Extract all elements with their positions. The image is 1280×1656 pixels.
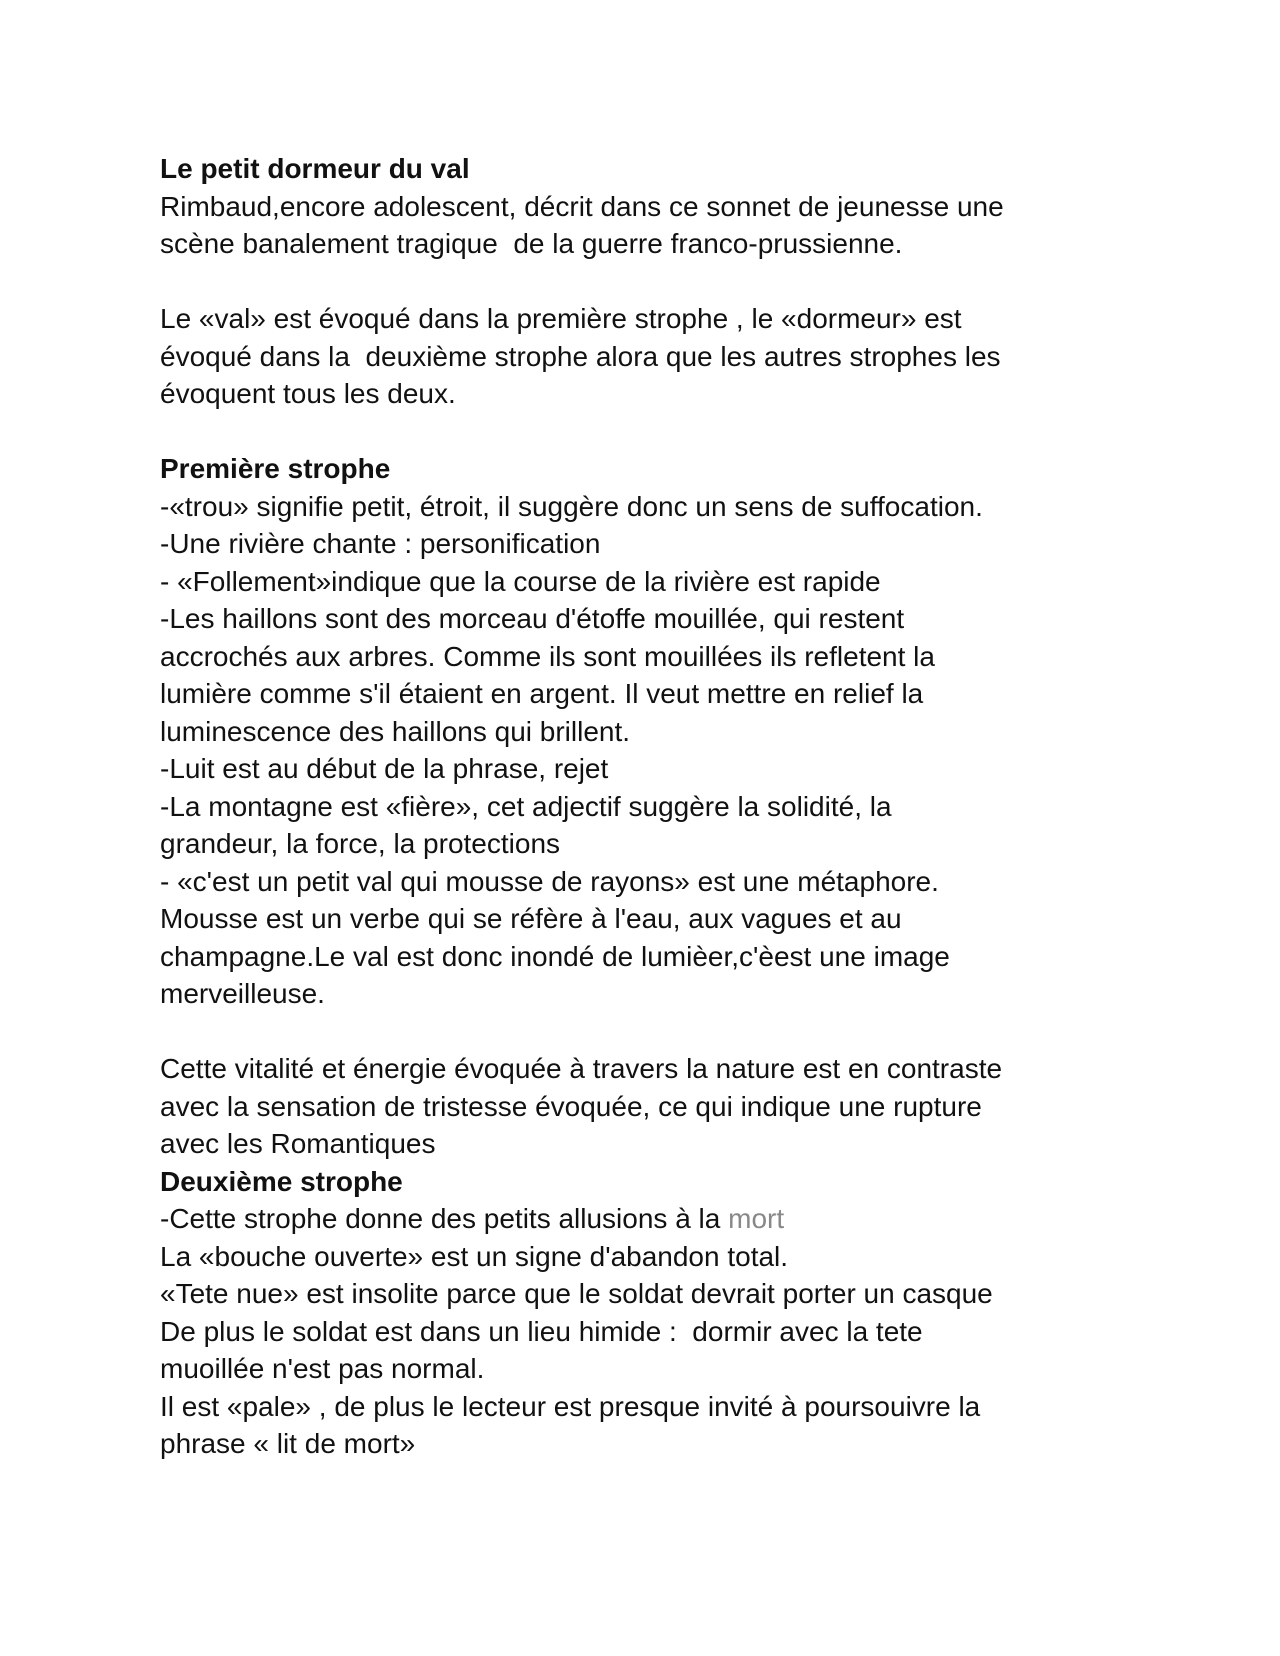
section1-line: lumière comme s'il étaient en argent. Il veut mettre en relief la [160, 678, 924, 709]
section1-line: - «c'est un petit val qui mousse de rayons» est une métaphore. [160, 865, 939, 897]
paragraph-spacer [160, 1013, 1160, 1051]
highlighted-word: mort [728, 1203, 785, 1234]
section1-line: -La montagne est «fière», cet adjectif suggère la solidité, la [160, 790, 892, 822]
contrast-line: Cette vitalité et énergie évoquée à travers la nature est en contraste [160, 1053, 1003, 1084]
intro-line: Rimbaud,encore adolescent, décrit dans ce sonnet de jeunesse une [160, 190, 1004, 222]
overview-line: Le «val» est évoqué dans la première strophe , le «dormeur» est [160, 303, 962, 334]
paragraph-spacer [160, 263, 1160, 301]
section1-line: - «Follement»indique que la course de la rivière est rapide [160, 565, 881, 597]
section-heading-premiere-strophe: Première strophe [160, 453, 391, 484]
section1-line: merveilleuse. [160, 978, 325, 1009]
section1-line: grandeur, la force, la protections [160, 828, 561, 859]
section1-line: luminescence des haillons qui brillent. [160, 715, 631, 747]
section1-line: champagne.Le val est donc inondé de lumièer,c'èest une image [160, 940, 950, 972]
section2-line: De plus le soldat est dans un lieu himide : dormir avec la tete [160, 1315, 923, 1347]
section1-line: -Les haillons sont des morceau d'étoffe mouillée, qui restent [160, 603, 905, 634]
section1-line: -Une rivière chante : personification [160, 528, 601, 559]
document-title: Le petit dormeur du val [160, 153, 470, 184]
section2-line: phrase « lit de mort» [160, 1428, 416, 1459]
contrast-line: avec les Romantiques [160, 1128, 436, 1159]
section2-line: muoillée n'est pas normal. [160, 1353, 485, 1384]
overview-line: évoqué dans la deuxième strophe alora que les autres strophes les [160, 340, 1001, 372]
document-body [160, 150, 1160, 1463]
contrast-line: avec la sensation de tristesse évoquée, ce qui indique une rupture [160, 1090, 982, 1122]
section2-first-line [160, 1200, 1160, 1238]
paragraph-spacer [160, 413, 1160, 451]
section-heading-deuxieme-strophe: Deuxième strophe [160, 1165, 403, 1197]
section1-line: -Luit est au début de la phrase, rejet [160, 753, 609, 784]
intro-line: scène banalement tragique de la guerre franco-prussienne. [160, 228, 903, 259]
section2-line: La «bouche ouverte» est un signe d'abandon total. [160, 1240, 789, 1272]
section2-line: Il est «pale» , de plus le lecteur est presque invité à poursouivre la [160, 1390, 981, 1422]
section2-first-line-text: -Cette strophe donne des petits allusions à la [160, 1203, 729, 1234]
section1-line: -«trou» signifie petit, étroit, il suggère donc un sens de suffocation. [160, 490, 983, 522]
section1-line: accrochés aux arbres. Comme ils sont mouillées ils refletent la [160, 640, 935, 672]
section1-line: Mousse est un verbe qui se réfère à l'eau, aux vagues et au [160, 903, 902, 934]
section2-line: «Tete nue» est insolite parce que le soldat devrait porter un casque [160, 1278, 993, 1309]
overview-line: évoquent tous les deux. [160, 378, 456, 409]
